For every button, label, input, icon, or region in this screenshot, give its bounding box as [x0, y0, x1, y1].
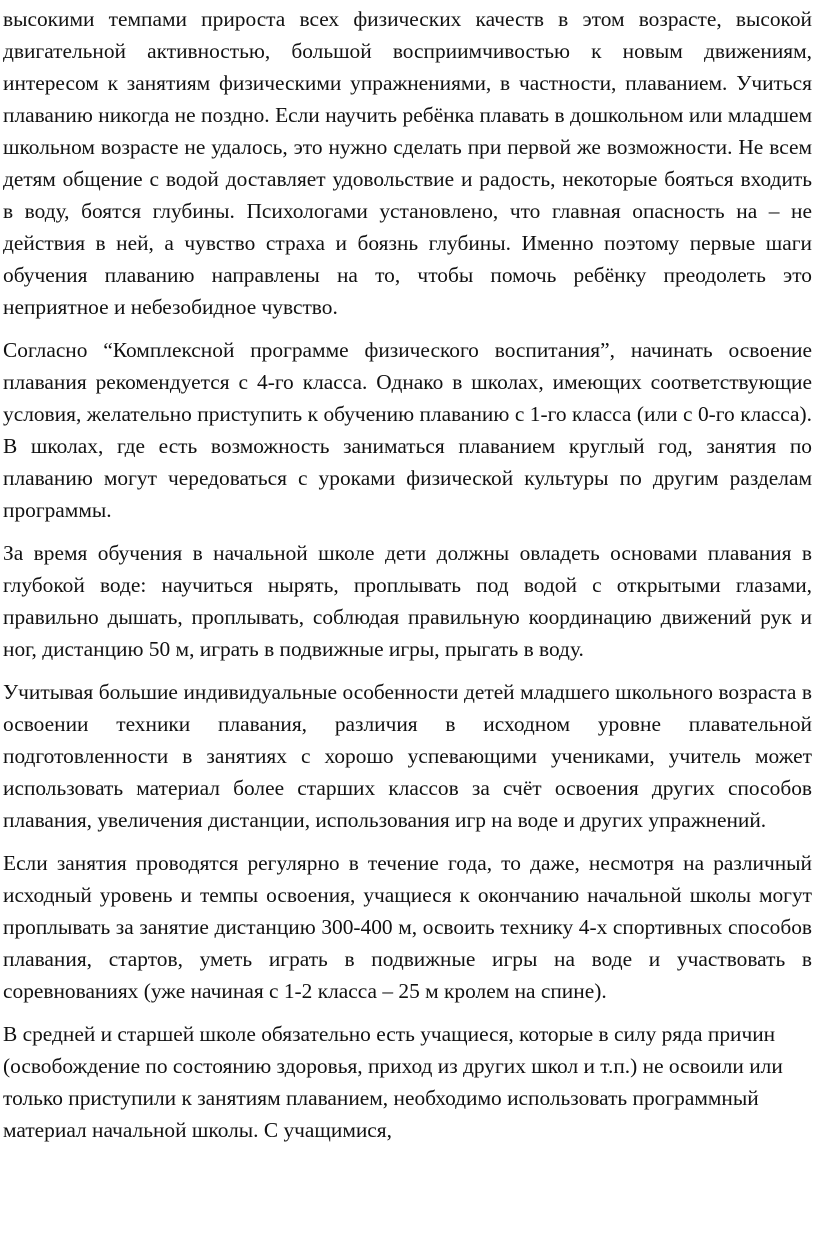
paragraph-middle-high-school: В средней и старшей школе обязательно есть учащиеся, которые в силу ряда причин (освобождение по состоянию здоровья, приход из других школ и т.п.) не освоили или только приступили к занятиям плаванием, необходимо использовать программный материал начальной школы. С учащимися,	[3, 1022, 783, 1142]
paragraph-complex-program: Согласно “Комплексной программе физического воспитания”, начинать освоение плавания рекомендуется с 4-го класса. Однако в школах, имеющих соответствующие условия, желательно приступить к обучению плаванию с 1-го класса (или с 0-го класса). В школах, где есть возможность заниматься плаванием круглый год, занятия по плаванию могут чередоваться с уроками физической культуры по другим разделам программы.	[3, 338, 812, 522]
paragraph-regular-lessons: Если занятия проводятся регулярно в течение года, то даже, несмотря на различный исходный уровень и темпы освоения, учащиеся к окончанию начальной школы могут проплывать за занятие дистанцию 300-400 м, освоить технику 4-х спортивных способов плавания, стартов, уметь играть в подвижные игры на воде и участвовать в соревнованиях (уже начиная с 1-2 класса – 25 м кролем на спине).	[3, 851, 812, 1003]
paragraph-individual-differences: Учитывая большие индивидуальные особенности детей младшего школьного возраста в освоении техники плавания, различия в исходном уровне плавательной подготовленности в занятиях с хорошо успевающими учениками, учитель может использовать материал более старших классов за счёт освоения других способов плавания, увеличения дистанции, использования игр на воде и других упражнений.	[3, 680, 812, 832]
paragraph-physical-qualities: высокими темпами прироста всех физических качеств в этом возрасте, высокой двигательной активностью, большой восприимчивостью к новым движениям, интересом к занятиям физическими упражнениями, в частности, плаванием. Учиться плаванию никогда не поздно. Если научить ребёнка плавать в дошкольном или младшем школьном возрасте не удалось, это нужно сделать при первой же возможности. Не всем детям общение с водой доставляет удовольствие и радость, некоторые бояться входить в воду, боятся глубины. Психологами установлено, что главная опасность на – не действия в ней, а чувство страха и боязнь глубины. Именно поэтому первые шаги обучения плаванию направлены на то, чтобы помочь ребёнку преодолеть это неприятное и небезобидное чувство.	[3, 7, 812, 319]
paragraph-primary-school-goals: За время обучения в начальной школе дети должны овладеть основами плавания в глубокой воде: научиться нырять, проплывать под водой с открытыми глазами, правильно дышать, проплывать, соблюдая правильную координацию движений рук и ног, дистанцию 50 м, играть в подвижные игры, прыгать в воду.	[3, 541, 812, 661]
